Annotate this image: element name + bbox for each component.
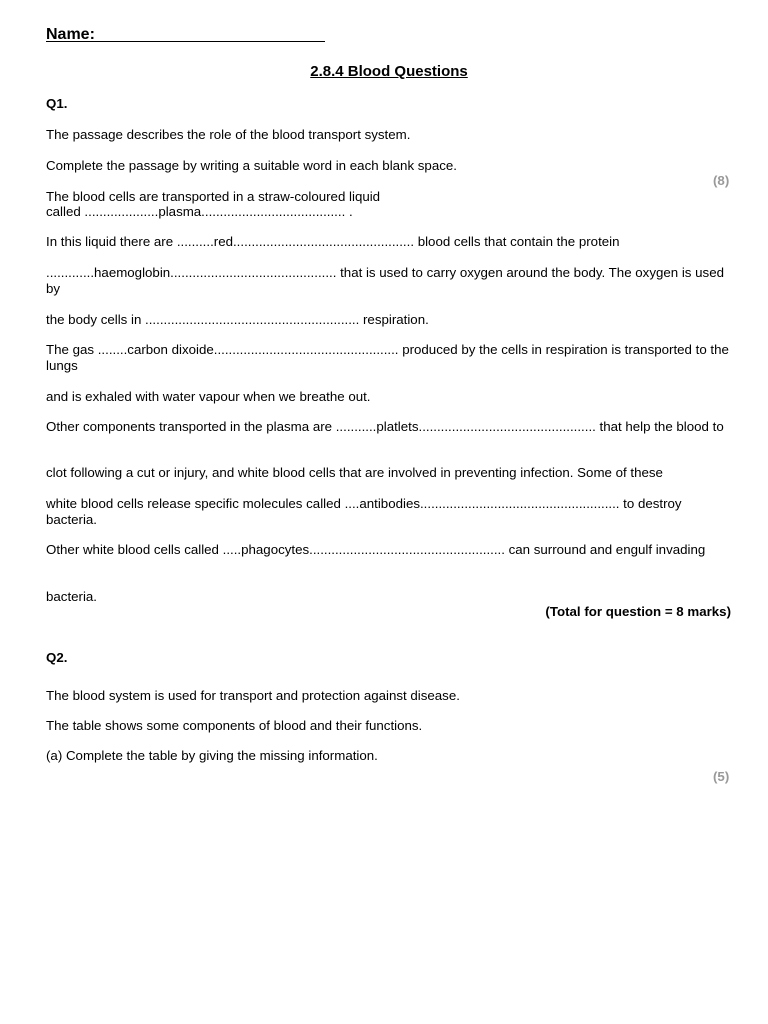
q2-label: Q2. (46, 650, 68, 665)
q1-line-9: clot following a cut or injury, and white blood cells that are involved in preventing infection. Some of these (46, 465, 663, 480)
q1-line-5: the body cells in .......................................................... respiration. (46, 312, 429, 327)
q2-marks: (5) (713, 769, 730, 784)
q1-line-1: The blood cells are transported in a straw-coloured liquid (46, 189, 381, 204)
q1-line-4: .............haemoglobin............................................. that is used to carry oxygen around the body. The oxygen is used by (46, 265, 724, 296)
q1-line-12: bacteria. (46, 589, 97, 604)
q2-intro: The blood system is used for transport and protection against disease. (46, 688, 460, 703)
q1-line-10: white blood cells release specific molecules called ....antibodies...................................................... to destroy bacteria. (46, 496, 682, 527)
q1-intro: The passage describes the role of the blood transport system. (46, 127, 411, 142)
q1-marks: (8) (713, 173, 730, 188)
q1-line-8: Other components transported in the plasma are ...........platlets................................................ that help the blood to (46, 419, 724, 434)
q1-line-6: The gas ........carbon dixoide.................................................. produced by the cells in respiration is transported to the lungs (46, 342, 729, 373)
q2-part-a: (a) Complete the table by giving the missing information. (46, 748, 378, 763)
name-label: Name: (46, 26, 95, 43)
name-line (46, 41, 325, 42)
page-title: 2.8.4 Blood Questions (310, 63, 468, 80)
q2-table-intro: The table shows some components of blood and their functions. (46, 718, 423, 733)
q1-instruction: Complete the passage by writing a suitable word in each blank space. (46, 158, 457, 173)
q1-line-11: Other white blood cells called .....phagocytes..................................................... can surround and engulf invading (46, 542, 706, 557)
q1-line-3: In this liquid there are ..........red................................................. blood cells that contain the protein (46, 234, 620, 249)
q1-label: Q1. (46, 96, 68, 111)
q1-total: (Total for question = 8 marks) (545, 604, 731, 619)
q1-line-7: and is exhaled with water vapour when we breathe out. (46, 389, 371, 404)
q1-line-2: called ....................plasma....................................... . (46, 204, 353, 219)
